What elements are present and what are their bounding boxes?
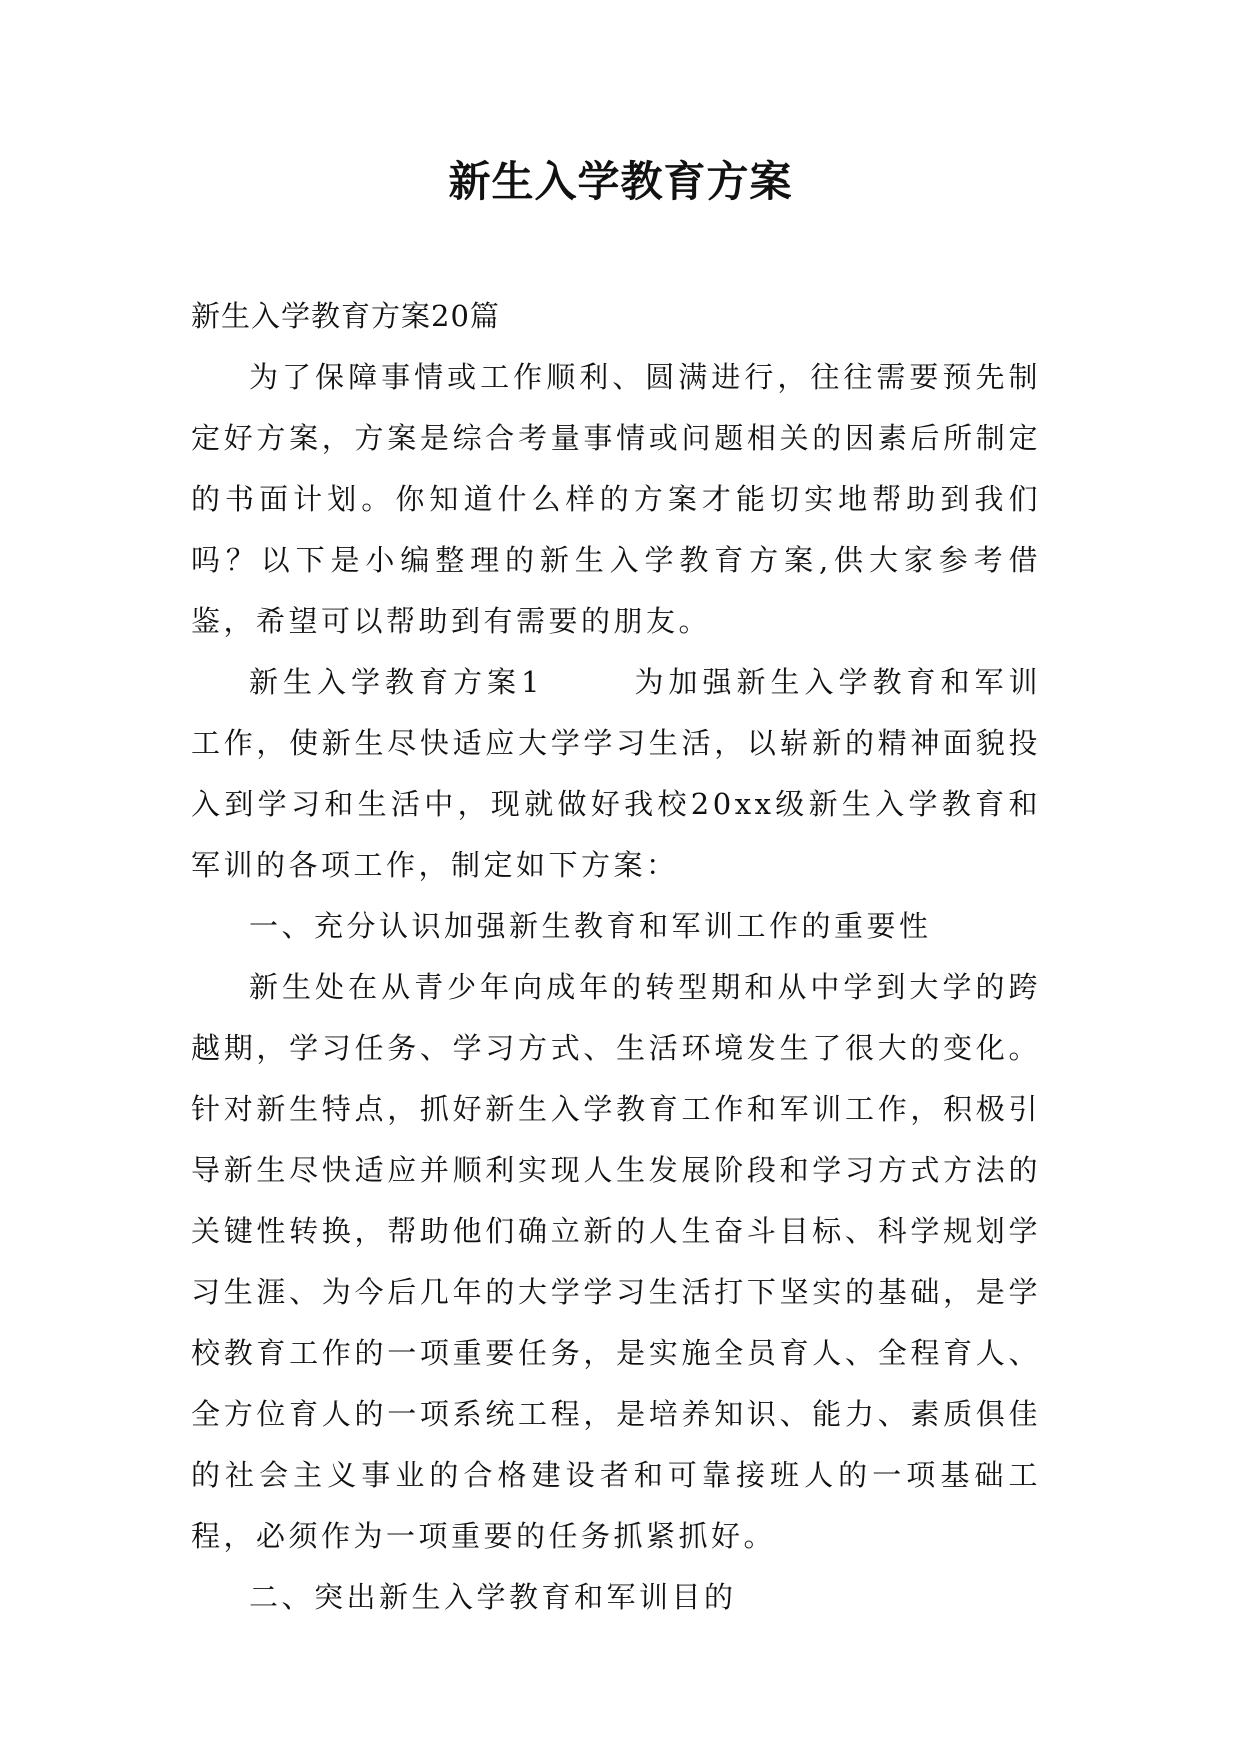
section1-paragraph bbox=[191, 652, 1041, 896]
importance-paragraph: 新生处在从青少年向成年的转型期和从中学到大学的跨越期，学习任务、学习方式、生活环境发生了很大的变化。针对新生特点，抓好新生入学教育工作和军训工作，积极引导新生尽快适应并顺利实现人生发展阶段和学习方式方法的关键性转换，帮助他们确立新的人生奋斗目标、科学规划学习生涯、为今后几年的大学学习生活打下坚实的基础，是学校教育工作的一项重要任务，是实施全员育人、全程育人、全方位育人的一项系统工程，是培养知识、能力、素质俱佳的社会主义事业的合格建设者和可靠接班人的一项基础工程，必须作为一项重要的任务抓紧抓好。 bbox=[191, 970, 1041, 1553]
document-body bbox=[191, 286, 1041, 1628]
section1-label: 新生入学教育方案1 bbox=[249, 665, 543, 699]
document-title: 新生入学教育方案 bbox=[448, 157, 793, 206]
section-heading-1: 一、充分认识加强新生教育和军训工作的重要性 bbox=[249, 909, 932, 943]
intro-paragraph: 为了保障事情或工作顺利、圆满进行，往往需要预先制定好方案，方案是综合考量事情或问题相关的因素后所制定的书面计划。你知道什么样的方案才能切实地帮助到我们吗？以下是小编整理的新生入学教育方案,供大家参考借鉴，希望可以帮助到有需要的朋友。 bbox=[191, 360, 1041, 638]
document-subtitle: 新生入学教育方案20篇 bbox=[191, 299, 500, 333]
section1-text: 为加强新生入学教育和军训工作，使新生尽快适应大学学习生活，以崭新的精神面貌投入到学习和生活中，现就做好我校20xx级新生入学教育和军训的各项工作，制定如下方案： bbox=[191, 665, 1041, 882]
section-heading-2: 二、突出新生入学教育和军训目的 bbox=[249, 1580, 737, 1614]
